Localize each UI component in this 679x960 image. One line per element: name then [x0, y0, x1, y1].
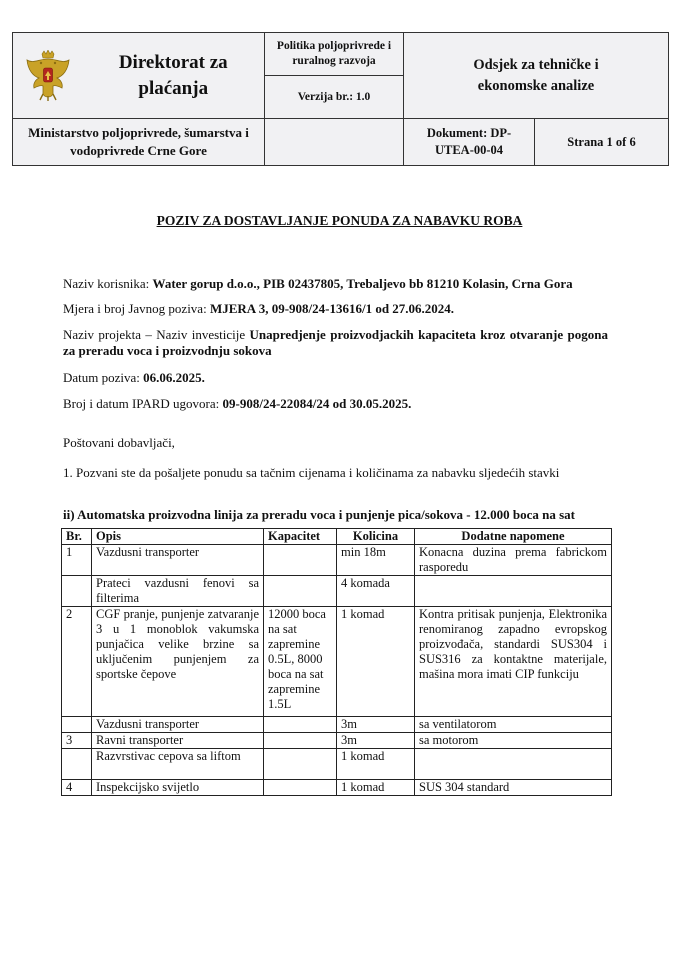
department-name: Odsjek za tehničke i ekonomske analize [404, 33, 669, 119]
cell-number: 2 [62, 607, 92, 717]
cell-number: 4 [62, 780, 92, 796]
cell-capacity: 12000 boca na sat zapremine 0.5L, 8000 boca na sat zapremine 1.5L [264, 607, 337, 717]
ministry-name: Ministarstvo poljoprivrede, šumarstva i vodoprivrede Crne Gore [13, 119, 265, 166]
cell-description: Inspekcijsko svijetlo [92, 780, 264, 796]
table-row [62, 576, 612, 607]
cell-description: Prateci vazdusni fenovi sa filterima [92, 576, 264, 607]
cell-quantity: 1 komad [337, 607, 415, 717]
cell-notes: SUS 304 standard [415, 780, 612, 796]
cell-quantity: 3m [337, 733, 415, 749]
cell-description: CGF pranje, punjenje zatvaranje 3 u 1 monoblok vakumska punjačica velike brzine sa uključenim punjenjem za sportske čepove [92, 607, 264, 717]
project-line [63, 327, 608, 359]
cell-capacity [264, 545, 337, 576]
cell-number [62, 717, 92, 733]
cell-number [62, 749, 92, 780]
cell-notes: Konacna duzina prema fabrickom rasporedu [415, 545, 612, 576]
table-header-row [62, 529, 612, 545]
cell-notes [415, 576, 612, 607]
policy-text: Politika poljoprivrede i ruralnog razvoja [276, 40, 392, 67]
cell-number [62, 576, 92, 607]
policy-version-cell [265, 33, 404, 119]
cell-quantity: 4 komada [337, 576, 415, 607]
cell-notes: Kontra pritisak punjenja, Elektronika renomiranog zapadno evropskog proizvođača, standardi SUS304 i SUS316 za kontaktne materijale, mašina mora imati CIP funkciju [415, 607, 612, 717]
measure-line [63, 301, 608, 317]
cell-quantity: 1 komad [337, 749, 415, 780]
header-notes: Dodatne napomene [415, 529, 612, 545]
user-label: Naziv korisnika: [63, 276, 153, 291]
project-value: Unapredjenje proizvodjackih kapaciteta kroz otvaranje pogona za preradu voca i proizvodnju sokova [63, 327, 608, 358]
date-value: 06.06.2025. [143, 370, 205, 385]
cell-quantity: min 18m [337, 545, 415, 576]
coat-of-arms-icon [25, 50, 71, 102]
org-name: Direktorat za plaćanja [83, 33, 265, 119]
cell-quantity: 1 komad [337, 780, 415, 796]
coat-of-arms-cell [13, 33, 83, 119]
header-quantity: Kolicina [337, 529, 415, 545]
table-row [62, 780, 612, 796]
header-number: Br. [62, 529, 92, 545]
document-title: POZIV ZA DOSTAVLJANJE PONUDA ZA NABAVKU ROBA [156, 213, 523, 228]
point-1: 1. Pozvani ste da pošaljete ponudu sa tačnim cijenama i količinama za nabavku sljedećih stavki [63, 465, 560, 480]
cell-notes [415, 749, 612, 780]
cell-description: Vazdusni transporter [92, 717, 264, 733]
cell-capacity [264, 749, 337, 780]
cell-number: 3 [62, 733, 92, 749]
cell-quantity: 3m [337, 717, 415, 733]
cell-description: Vazdusni transporter [92, 545, 264, 576]
contract-line [63, 396, 608, 412]
cell-description: Ravni transporter [92, 733, 264, 749]
cell-capacity [264, 717, 337, 733]
document-code: Dokument: DP-UTEA-00-04 [404, 119, 535, 166]
cell-capacity [264, 733, 337, 749]
cell-capacity [264, 780, 337, 796]
table-row [62, 717, 612, 733]
table-row [62, 545, 612, 576]
header-description: Opis [92, 529, 264, 545]
items-table [61, 528, 612, 796]
cell-notes: sa motorom [415, 733, 612, 749]
table-row [62, 607, 612, 717]
page-number: Strana 1 of 6 [535, 119, 669, 166]
cell-description: Razvrstivac cepova sa liftom [92, 749, 264, 780]
date-line [63, 370, 608, 386]
measure-value: MJERA 3, 09-908/24-13616/1 od 27.06.2024. [209, 301, 455, 316]
measure-label: Mjera i broj Javnog poziva: [63, 301, 210, 316]
document-header [12, 32, 668, 164]
contract-label: Broj i datum IPARD ugovora: [63, 396, 223, 411]
contract-value: 09-908/24-22084/24 od 30.05.2025. [222, 396, 412, 411]
spacer-cell [265, 119, 404, 166]
cell-capacity [264, 576, 337, 607]
cell-number: 1 [62, 545, 92, 576]
table-row [62, 733, 612, 749]
user-value: Water gorup d.o.o., PIB 02437805, Trebaljevo bb 81210 Kolasin, Crna Gora [152, 276, 573, 291]
table-row [62, 749, 612, 780]
section-title: ii) Automatska proizvodna linija za preradu voca i punjenje pica/sokova - 12.000 boca na sat [63, 507, 575, 522]
header-capacity: Kapacitet [264, 529, 337, 545]
version-text: Verzija br.: 1.0 [297, 90, 371, 103]
greeting: Poštovani dobavljači, [63, 435, 175, 450]
cell-notes: sa ventilatorom [415, 717, 612, 733]
user-line [63, 276, 608, 292]
project-label: Naziv projekta – Naziv investicije [63, 327, 250, 342]
date-label: Datum poziva: [63, 370, 144, 385]
